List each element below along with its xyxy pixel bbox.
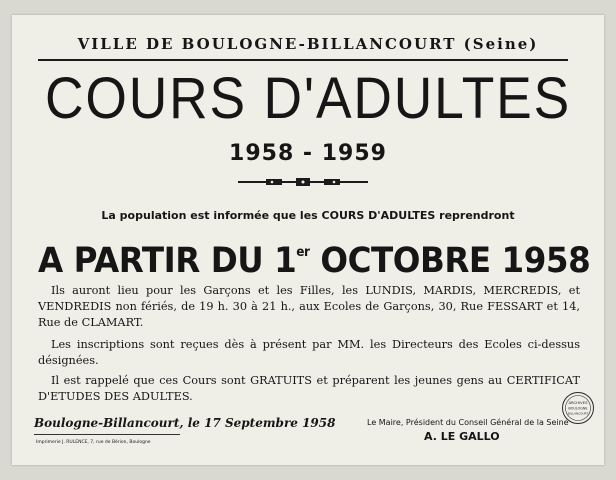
stamp-line-1: ARCHIVES — [568, 400, 588, 405]
issue-date: Boulogne-Billancourt, le 17 Septembre 1958 — [34, 416, 336, 430]
start-date-headline — [38, 231, 591, 283]
stamp-line-3: BILLANCOURT — [567, 411, 589, 416]
mayor-name: A. LE GALLO — [424, 430, 500, 443]
poster — [12, 15, 604, 465]
headline-after: OCTOBRE 1958 — [309, 241, 591, 281]
schedule-paragraph: Ils auront lieu pour les Garçons et les Filles, les LUNDIS, MARDIS, MERCREDIS, et VENDREDIS non fériés, de 19 h. 30 à 21 h., aux Ecoles de Garçons, 30, Rue FESSART et 14, Rue de CLAMART. — [38, 284, 580, 329]
free-courses-paragraph: Il est rappelé que ces Cours sont GRATUITS et préparent les jeunes gens au CERTIFICAT D'ETUDES DES ADULTES. — [38, 374, 580, 403]
intro-text: La population est informée que les COURS D'ADULTES reprendront — [101, 209, 515, 222]
stamp-line-2: BOULOGNE — [568, 406, 588, 411]
printer-rule — [34, 434, 180, 435]
printer-credit: Imprimerie J. RULENCE, 7, rue de Bérion, Boulogne — [36, 440, 151, 445]
mayor-title: Le Maire, Président du Conseil Général de la Seine — [367, 418, 569, 427]
header-rule — [38, 59, 568, 61]
school-years: 1958 - 1959 — [229, 141, 387, 166]
headline-superscript: er — [296, 245, 310, 260]
ornament-divider — [236, 176, 370, 188]
headline-before: A PARTIR DU 1 — [38, 241, 297, 281]
archives-stamp — [561, 391, 595, 425]
city-header: VILLE DE BOULOGNE-BILLANCOURT (Seine) — [77, 35, 539, 53]
registration-paragraph: Les inscriptions sont reçues dès à présent par MM. les Directeurs des Ecoles ci-dessus désignées. — [38, 338, 580, 367]
poster-title: COURS D'ADULTES — [44, 66, 572, 131]
